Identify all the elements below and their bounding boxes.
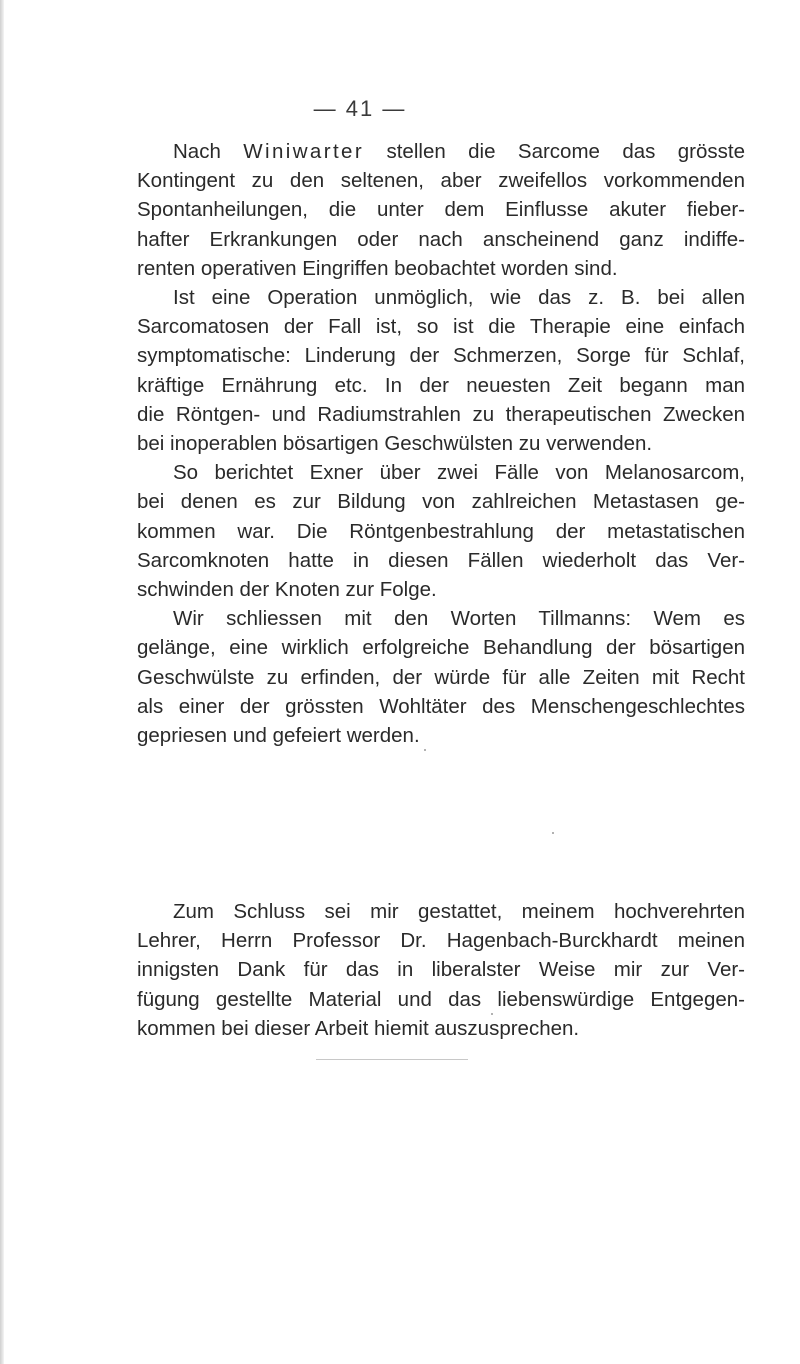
text-line: gepriesen und gefeiert werden. (137, 724, 420, 748)
closing-rule (316, 1059, 468, 1060)
text-line: Sarcomatosen der Fall ist, so ist die Therapie eine einfach (137, 315, 745, 339)
text-line: Kontingent zu den seltenen, aber zweifellos vorkommenden (137, 169, 745, 193)
author-name-spaced: Winiwarter (243, 140, 365, 163)
text-line: fügung gestellte Material und das liebenswürdige Entgegen- (137, 987, 745, 1011)
text-line: die Röntgen- und Radiumstrahlen zu therapeutischen Zwecken (137, 402, 745, 426)
page-number: — 41 — (313, 96, 407, 121)
print-speck (552, 832, 554, 834)
text-line: kommen war. Die Röntgenbestrahlung der metastatischen (137, 519, 745, 543)
text-line: Nach Winiwarter stellen die Sarcome das grösste (173, 140, 745, 163)
acknowledgement-text (137, 897, 745, 1043)
print-speck (491, 1013, 493, 1015)
text-line: Wir schliessen mit den Worten Tillmanns: Wem es (173, 607, 745, 631)
text-line: kommen bei dieser Arbeit hiemit auszusprechen. (137, 1016, 580, 1040)
text-line: als einer der grössten Wohltäter des Menschengeschlechtes (137, 694, 745, 718)
text-line: So berichtet Exner über zwei Fälle von Melanosarcom, (173, 461, 745, 485)
text-line: kräftige Ernährung etc. In der neuesten Zeit begann man (137, 373, 745, 397)
text-line: gelänge, eine wirklich erfolgreiche Behandlung der bösartigen (137, 636, 745, 660)
text-line: bei denen es zur Bildung von zahlreichen Metastasen ge- (137, 490, 745, 514)
text-line: hafter Erkrankungen oder nach anscheinend ganz indiffe- (137, 227, 745, 251)
text-line: Spontanheilungen, die unter dem Einflusse akuter fieber- (137, 198, 745, 222)
text-line: schwinden der Knoten zur Folge. (137, 578, 437, 602)
main-body-text (137, 137, 745, 750)
text-line: Lehrer, Herrn Professor Dr. Hagenbach-Burckhardt meinen (137, 929, 745, 953)
text-line: bei inoperablen bösartigen Geschwülsten zu verwenden. (137, 432, 653, 456)
text-line: innigsten Dank für das in liberalster Weise mir zur Ver- (137, 958, 745, 982)
text-line: symptomatische: Linderung der Schmerzen, Sorge für Schlaf, (137, 344, 745, 368)
text-line: Zum Schluss sei mir gestattet, meinem hochverehrten (173, 900, 745, 923)
text-line: Sarcomknoten hatte in diesen Fällen wiederholt das Ver- (137, 548, 745, 572)
print-speck (424, 749, 426, 751)
text-line: Geschwülste zu erfinden, der würde für alle Zeiten mit Recht (137, 665, 745, 689)
text-line: Ist eine Operation unmöglich, wie das z. B. bei allen (173, 286, 745, 310)
text-line: renten operativen Eingriffen beobachtet worden sind. (137, 256, 618, 280)
scan-page-edge (0, 0, 4, 1364)
